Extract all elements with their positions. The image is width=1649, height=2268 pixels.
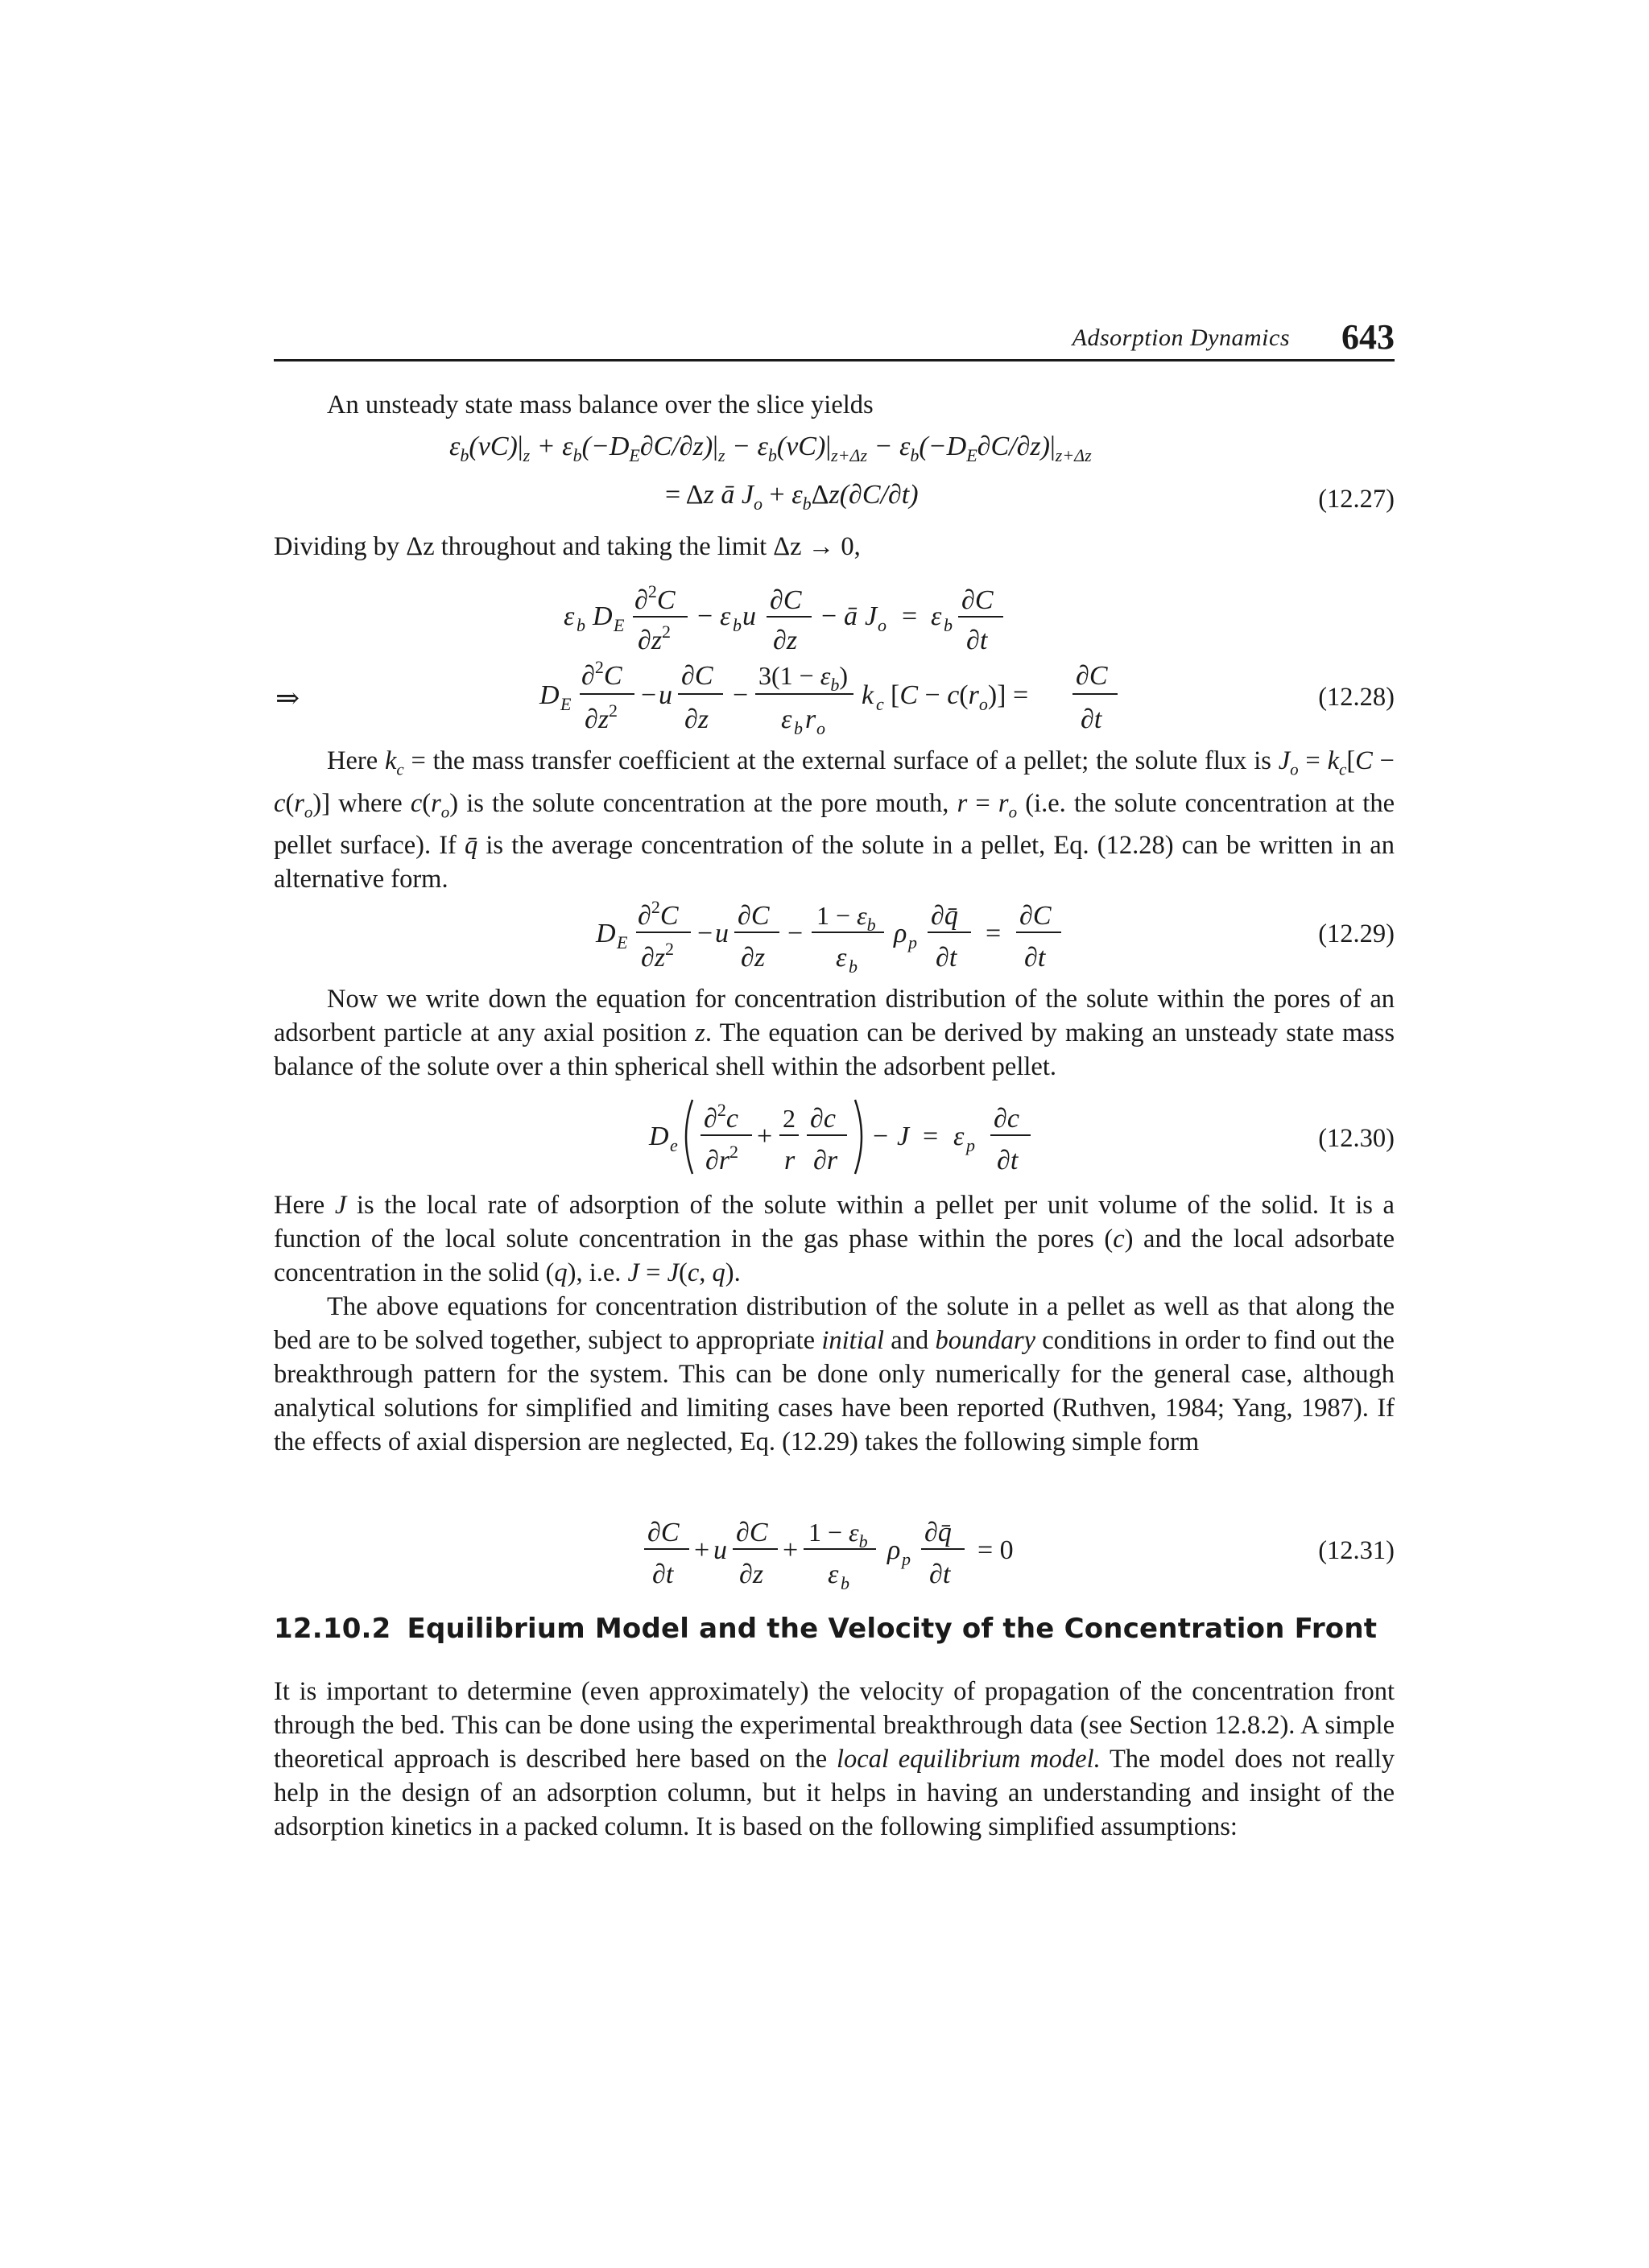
svg-text:J: J <box>865 601 878 631</box>
equation-number-12-30: (12.30) <box>1318 1124 1395 1153</box>
svg-text:∂t: ∂t <box>1024 943 1046 973</box>
equation-number-12-31: (12.31) <box>1318 1536 1395 1565</box>
svg-text:−: − <box>821 601 837 631</box>
svg-text:∂C: ∂C <box>681 661 713 691</box>
svg-text:+: + <box>783 1535 799 1565</box>
svg-text:ε: ε <box>564 601 575 631</box>
svg-text:∂C: ∂C <box>961 585 994 615</box>
svg-text:ρ: ρ <box>887 1535 901 1565</box>
svg-text:ρ: ρ <box>894 919 907 948</box>
svg-text:+: + <box>757 1122 773 1151</box>
svg-text:b: b <box>849 956 858 977</box>
implies-arrow: ⇒ <box>275 682 300 714</box>
svg-text:u: u <box>715 919 729 948</box>
svg-text:b: b <box>794 718 803 738</box>
equation-12-30 <box>641 1089 1060 1185</box>
svg-text:r: r <box>784 1146 796 1175</box>
svg-text:b: b <box>944 615 953 635</box>
svg-text:u: u <box>742 601 756 631</box>
svg-text:E: E <box>560 694 572 714</box>
svg-text:k: k <box>862 680 874 710</box>
paragraph-6: The above equations for concentration distribution of the solute in a pellet as well as that along the bed are to be solved together, subject to appropriate initial and boundary conditions in order to find out the breakthrough pattern for the system. This can be done only numerically for the general case, although analytical solutions for simplified and limiting cases have been reported (Ruthven, 1984; Yang, 1987). If the effects of axial dispersion are neglected, Eq. (12.29) takes the following simple form <box>274 1292 1395 1456</box>
svg-text:b: b <box>577 615 585 635</box>
svg-text:2: 2 <box>783 1104 796 1133</box>
svg-text:ε: ε <box>953 1122 965 1151</box>
svg-text:e: e <box>670 1135 678 1155</box>
svg-text:∂z2: $\partial z^2$ <box>641 939 675 973</box>
paragraph-7: It is important to determine (even approximately) the velocity of propagation of the concentration front through the bed. This can be done using the experimental breakthrough data (see Section 12.8.2). A simple theoretical approach is described here based on the local equilibrium model. The model does not really help in the design of an adsorption column, but it helps in having an understanding and insight of the adsorption kinetics in a packed column. It is based on the following simplified assumptions: <box>274 1677 1395 1841</box>
svg-text:E: E <box>617 932 628 952</box>
svg-text:1 − εb: $1 - \varepsilon_b$ <box>816 901 876 935</box>
section-number: 12.10.2 <box>274 1613 391 1645</box>
svg-text:∂c: ∂c <box>810 1104 836 1134</box>
svg-text:p: p <box>908 932 917 952</box>
equation-12-27-line-2: = Δz ā $J_o + \varepsilon_b\Delta z(\partial C/\partial t)$ <box>665 480 919 514</box>
svg-text:ε: ε <box>836 943 847 973</box>
svg-text:∂2C: ∂$^2$C <box>638 897 679 931</box>
svg-text:ε: ε <box>781 704 792 734</box>
svg-text:ε: ε <box>828 1560 839 1589</box>
svg-text:∂t: ∂t <box>997 1146 1019 1175</box>
svg-text:=: = <box>902 601 918 631</box>
svg-text:∂r2: $\partial r^2$ <box>705 1142 739 1175</box>
svg-text:∂q̄: ∂q̄ <box>931 901 958 931</box>
svg-text:p: p <box>902 1549 911 1569</box>
svg-text:∂C: ∂C <box>647 1518 680 1547</box>
svg-text:−: − <box>697 919 713 948</box>
paragraph-3: Here $k_c$ = the mass transfer coefficient at the external surface of a pellet; the solute flux is $J_o = k_c[C - c(r_o)]$ where $c(r_o)$ is the solute concentration at the pore mouth, $r = r_o$ (i.e. the solute concentration at the pellet surface). If q̄ is the average concentration of the solute in a pellet, Eq. (12.28) can be written in an alternative form. <box>274 746 1395 894</box>
svg-text:=: = <box>923 1122 939 1151</box>
svg-text:r: r <box>805 704 816 734</box>
svg-text:ε: ε <box>720 601 731 631</box>
svg-text:∂2C: ∂$^2$C <box>634 581 676 615</box>
equation-12-31 <box>636 1507 1055 1596</box>
svg-text:= 0: = 0 <box>977 1535 1014 1565</box>
svg-text:D: D <box>596 919 616 948</box>
svg-text:o: o <box>878 615 886 635</box>
svg-text:∂z2: $\partial z^2$ <box>638 622 672 655</box>
svg-text:b: b <box>841 1573 849 1593</box>
svg-text:∂z2: $\partial z^2$ <box>585 700 618 734</box>
running-head <box>274 318 1395 358</box>
svg-text:∂C: ∂C <box>1019 901 1052 931</box>
svg-text:1 − εb: $1 - \varepsilon_b$ <box>808 1518 868 1551</box>
paragraph-5: Here J is the local rate of adsorption of the solute within a pellet per unit volume of the solid. It is a function of the local solute concentration in the gas phase within the pores (c) and the local adsorbate concentration in the solid (q), i.e. J = J(c, q). <box>274 1191 1395 1287</box>
paragraph-4: Now we write down the equation for concentration distribution of the solute within the pores of an adsorbent particle at any axial position z. The equation can be derived by making an unsteady state mass balance of the solute over a thin spherical shell within the adsorbent pellet. <box>274 985 1395 1081</box>
page-number: 643 <box>1341 317 1395 357</box>
svg-text:−: − <box>641 680 657 710</box>
equation-number-12-28: (12.28) <box>1318 683 1395 712</box>
svg-text:−: − <box>787 919 804 948</box>
svg-text:c: c <box>876 694 884 714</box>
svg-text:∂C: ∂C <box>736 1518 768 1547</box>
svg-text:p: p <box>966 1135 975 1155</box>
equation-12-28 <box>531 649 1143 737</box>
svg-text:D: D <box>593 601 613 631</box>
svg-text:o: o <box>816 718 825 738</box>
svg-text:E: E <box>614 615 625 635</box>
svg-text:∂z: ∂z <box>739 1560 764 1589</box>
svg-text:u: u <box>713 1535 727 1565</box>
svg-text:D: D <box>539 680 560 710</box>
paragraph-2: Dividing by Δz throughout and taking the limit Δz → 0, <box>274 532 861 561</box>
svg-text:∂z: ∂z <box>684 704 709 734</box>
svg-text:∂r: ∂r <box>813 1146 838 1175</box>
svg-text:∂C: ∂C <box>770 585 802 615</box>
svg-text:ε: ε <box>931 601 942 631</box>
running-head-title: Adsorption Dynamics <box>1072 324 1290 351</box>
svg-text:∂z: ∂z <box>741 943 766 973</box>
svg-text:+: + <box>694 1535 710 1565</box>
svg-text:∂C: ∂C <box>1076 661 1108 691</box>
svg-text:=: = <box>986 919 1002 948</box>
svg-text:u: u <box>659 680 672 710</box>
svg-text:∂c: ∂c <box>994 1104 1019 1134</box>
svg-text:∂2c: ∂$^2$c <box>704 1100 738 1134</box>
svg-text:∂t: ∂t <box>966 626 988 655</box>
svg-text:−: − <box>733 680 749 710</box>
svg-text:−: − <box>697 601 713 631</box>
svg-text:∂t: ∂t <box>936 943 957 973</box>
equation-unnumbered <box>548 573 1111 654</box>
svg-text:[C − c(ro)] =: $[C - c(r_o)]$ = <box>891 680 1029 714</box>
svg-text:−: − <box>873 1122 889 1151</box>
svg-text:∂t: ∂t <box>929 1560 951 1589</box>
svg-text:ā: ā <box>844 601 858 631</box>
svg-text:∂z: ∂z <box>773 626 798 655</box>
section-heading <box>274 1613 1377 1645</box>
paragraph-1: An unsteady state mass balance over the slice yields <box>327 390 874 419</box>
equation-number-12-29: (12.29) <box>1318 919 1395 948</box>
svg-text:∂2C: ∂$^2$C <box>581 657 622 691</box>
equation-number-12-27: (12.27) <box>1318 485 1395 514</box>
svg-text:∂C: ∂C <box>738 901 770 931</box>
svg-text:∂t: ∂t <box>652 1560 674 1589</box>
equation-12-27-line-1: $\varepsilon_b(vC)|_z + \varepsilon_b(-D_E\partial C/\partial z)|_z - \varepsilon_b(vC)|_{z+\Delta z} - \varepsilon_b(-D_E\partial C/\partial z)|_{z+\Delta z}$ <box>449 432 1092 465</box>
header-rule <box>274 359 1395 361</box>
svg-text:∂t: ∂t <box>1081 704 1102 734</box>
svg-text:D: D <box>649 1122 669 1151</box>
svg-text:3(1 − εb): $3(1 - \varepsilon_b)$ <box>758 661 848 695</box>
equation-12-29 <box>588 890 1103 979</box>
svg-text:b: b <box>733 615 742 635</box>
svg-text:∂q̄: ∂q̄ <box>924 1518 952 1547</box>
svg-text:J: J <box>897 1122 910 1151</box>
section-title: Equilibrium Model and the Velocity of the Concentration Front <box>407 1613 1378 1645</box>
